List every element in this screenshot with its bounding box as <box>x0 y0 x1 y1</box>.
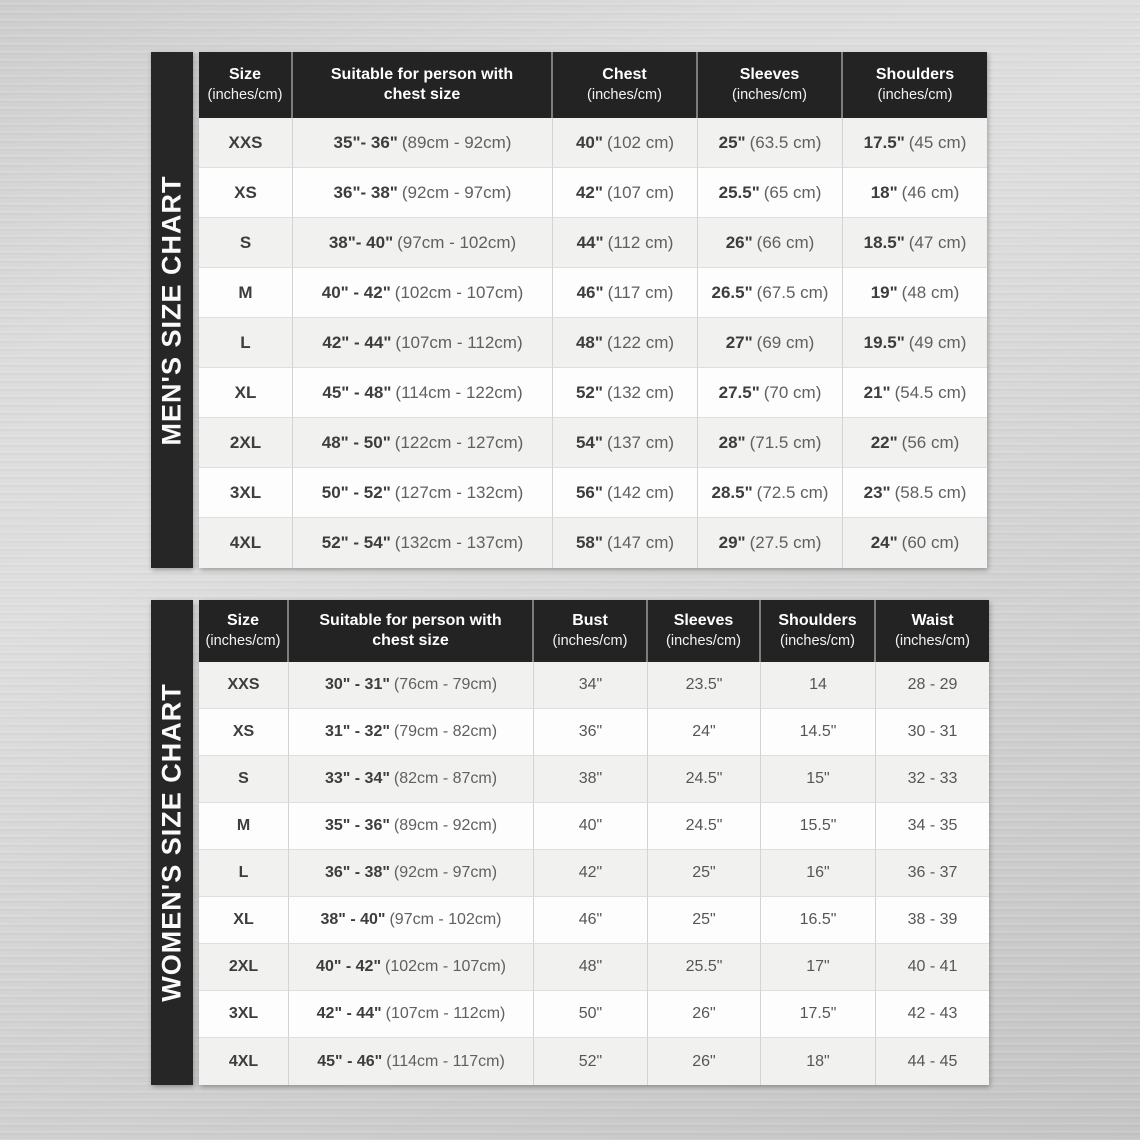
fit-cell: 38" - 40" (97cm - 102cm) <box>289 897 534 944</box>
size-cell: XL <box>199 897 289 944</box>
sleeves-cell: 27" (69 cm) <box>698 318 843 368</box>
table-row <box>199 318 987 368</box>
mens-chart-title-bar <box>151 52 193 568</box>
size-cell: S <box>199 218 293 268</box>
size-cell: XS <box>199 168 293 218</box>
table-row <box>199 803 989 850</box>
mens-header-row <box>199 52 987 118</box>
sleeves-cell: 25.5" (65 cm) <box>698 168 843 218</box>
shoulders-cell: 17.5" <box>761 991 876 1038</box>
shoulders-cell: 21" (54.5 cm) <box>843 368 987 418</box>
womens-size-table <box>199 600 989 1085</box>
table-row <box>199 518 987 568</box>
table-row <box>199 944 989 991</box>
chest-cell: 56" (142 cm) <box>553 468 698 518</box>
chest-cell: 46" (117 cm) <box>553 268 698 318</box>
size-cell: 4XL <box>199 518 293 568</box>
sleeves-cell: 29" (27.5 cm) <box>698 518 843 568</box>
table-row <box>199 418 987 468</box>
bust-cell: 36" <box>534 709 648 756</box>
size-cell: 2XL <box>199 944 289 991</box>
waist-cell: 36 - 37 <box>876 850 989 897</box>
fit-cell: 40" - 42" (102cm - 107cm) <box>289 944 534 991</box>
table-row <box>199 368 987 418</box>
mens-header-size: Size (inches/cm) <box>199 52 293 118</box>
chest-cell: 48" (122 cm) <box>553 318 698 368</box>
waist-cell: 40 - 41 <box>876 944 989 991</box>
womens-header-size: Size (inches/cm) <box>199 600 289 662</box>
table-row <box>199 218 987 268</box>
shoulders-cell: 17" <box>761 944 876 991</box>
mens-chart-title: MEN'S SIZE CHART <box>156 175 187 445</box>
sleeves-cell: 26" <box>648 1038 761 1085</box>
bust-cell: 40" <box>534 803 648 850</box>
fit-cell: 36"- 38" (92cm - 97cm) <box>293 168 553 218</box>
table-row <box>199 1038 989 1085</box>
waist-cell: 28 - 29 <box>876 662 989 709</box>
sleeves-cell: 24" <box>648 709 761 756</box>
sleeves-cell: 25" <box>648 850 761 897</box>
sleeves-cell: 24.5" <box>648 803 761 850</box>
shoulders-cell: 17.5" (45 cm) <box>843 118 987 168</box>
bust-cell: 46" <box>534 897 648 944</box>
fit-cell: 42" - 44" (107cm - 112cm) <box>289 991 534 1038</box>
shoulders-cell: 19.5" (49 cm) <box>843 318 987 368</box>
table-row <box>199 268 987 318</box>
sleeves-cell: 28" (71.5 cm) <box>698 418 843 468</box>
shoulders-cell: 15.5" <box>761 803 876 850</box>
waist-cell: 30 - 31 <box>876 709 989 756</box>
chest-cell: 54" (137 cm) <box>553 418 698 468</box>
waist-cell: 34 - 35 <box>876 803 989 850</box>
waist-cell: 42 - 43 <box>876 991 989 1038</box>
shoulders-cell: 19" (48 cm) <box>843 268 987 318</box>
chest-cell: 42" (107 cm) <box>553 168 698 218</box>
table-row <box>199 756 989 803</box>
shoulders-cell: 16" <box>761 850 876 897</box>
womens-size-chart-section <box>151 600 989 1085</box>
table-row <box>199 991 989 1038</box>
shoulders-cell: 22" (56 cm) <box>843 418 987 468</box>
chest-cell: 58" (147 cm) <box>553 518 698 568</box>
size-cell: 3XL <box>199 468 293 518</box>
fit-cell: 38"- 40" (97cm - 102cm) <box>293 218 553 268</box>
fit-cell: 35"- 36" (89cm - 92cm) <box>293 118 553 168</box>
size-cell: XXS <box>199 662 289 709</box>
shoulders-cell: 23" (58.5 cm) <box>843 468 987 518</box>
waist-cell: 38 - 39 <box>876 897 989 944</box>
size-cell: XXS <box>199 118 293 168</box>
shoulders-cell: 14.5" <box>761 709 876 756</box>
table-row <box>199 897 989 944</box>
fit-cell: 48" - 50" (122cm - 127cm) <box>293 418 553 468</box>
sleeves-cell: 26" (66 cm) <box>698 218 843 268</box>
sleeves-cell: 28.5" (72.5 cm) <box>698 468 843 518</box>
size-cell: M <box>199 268 293 318</box>
sleeves-cell: 26.5" (67.5 cm) <box>698 268 843 318</box>
fit-cell: 45" - 48" (114cm - 122cm) <box>293 368 553 418</box>
size-cell: 4XL <box>199 1038 289 1085</box>
sleeves-cell: 25.5" <box>648 944 761 991</box>
shoulders-cell: 15" <box>761 756 876 803</box>
sleeves-cell: 25" (63.5 cm) <box>698 118 843 168</box>
table-row <box>199 168 987 218</box>
mens-header-chest: Chest (inches/cm) <box>553 52 698 118</box>
size-cell: M <box>199 803 289 850</box>
fit-cell: 35" - 36" (89cm - 92cm) <box>289 803 534 850</box>
womens-header-waist: Waist (inches/cm) <box>876 600 989 662</box>
mens-header-sleeves: Sleeves (inches/cm) <box>698 52 843 118</box>
bust-cell: 52" <box>534 1038 648 1085</box>
waist-cell: 32 - 33 <box>876 756 989 803</box>
bust-cell: 42" <box>534 850 648 897</box>
bust-cell: 34" <box>534 662 648 709</box>
sleeves-cell: 23.5" <box>648 662 761 709</box>
womens-header-row <box>199 600 989 662</box>
fit-cell: 31" - 32" (79cm - 82cm) <box>289 709 534 756</box>
size-cell: XL <box>199 368 293 418</box>
fit-cell: 50" - 52" (127cm - 132cm) <box>293 468 553 518</box>
size-cell: L <box>199 318 293 368</box>
sleeves-cell: 24.5" <box>648 756 761 803</box>
shoulders-cell: 18" (46 cm) <box>843 168 987 218</box>
table-row <box>199 850 989 897</box>
mens-size-chart-section <box>151 52 987 568</box>
sleeves-cell: 26" <box>648 991 761 1038</box>
shoulders-cell: 16.5" <box>761 897 876 944</box>
fit-cell: 40" - 42" (102cm - 107cm) <box>293 268 553 318</box>
mens-header-fit: Suitable for person with chest size <box>293 52 553 118</box>
bust-cell: 50" <box>534 991 648 1038</box>
shoulders-cell: 18.5" (47 cm) <box>843 218 987 268</box>
sleeves-cell: 25" <box>648 897 761 944</box>
womens-header-sleeves: Sleeves (inches/cm) <box>648 600 761 662</box>
table-row <box>199 468 987 518</box>
womens-chart-title-bar <box>151 600 193 1085</box>
shoulders-cell: 14 <box>761 662 876 709</box>
size-cell: XS <box>199 709 289 756</box>
womens-header-fit: Suitable for person with chest size <box>289 600 534 662</box>
size-cell: 2XL <box>199 418 293 468</box>
bust-cell: 48" <box>534 944 648 991</box>
shoulders-cell: 18" <box>761 1038 876 1085</box>
womens-chart-title: WOMEN'S SIZE CHART <box>156 683 187 1002</box>
sleeves-cell: 27.5" (70 cm) <box>698 368 843 418</box>
waist-cell: 44 - 45 <box>907 1052 958 1070</box>
table-row <box>199 709 989 756</box>
fit-cell: 52" - 54" (132cm - 137cm) <box>293 518 553 568</box>
fit-cell: 42" - 44" (107cm - 112cm) <box>293 318 553 368</box>
chest-cell: 52" (132 cm) <box>553 368 698 418</box>
fit-cell: 45" - 46" (114cm - 117cm) <box>289 1038 534 1085</box>
mens-header-shoulders: Shoulders (inches/cm) <box>843 52 987 118</box>
womens-header-shoulders: Shoulders (inches/cm) <box>761 600 876 662</box>
size-cell: L <box>199 850 289 897</box>
table-row <box>199 118 987 168</box>
fit-cell: 33" - 34" (82cm - 87cm) <box>289 756 534 803</box>
bust-cell: 38" <box>534 756 648 803</box>
chest-cell: 40" (102 cm) <box>553 118 698 168</box>
mens-size-table <box>199 52 987 568</box>
table-row <box>199 662 989 709</box>
womens-header-bust: Bust (inches/cm) <box>534 600 648 662</box>
size-cell: S <box>199 756 289 803</box>
size-cell: 3XL <box>199 991 289 1038</box>
fit-cell: 30" - 31" (76cm - 79cm) <box>289 662 534 709</box>
fit-cell: 36" - 38" (92cm - 97cm) <box>289 850 534 897</box>
chest-cell: 44" (112 cm) <box>553 218 698 268</box>
shoulders-cell: 24" (60 cm) <box>870 533 960 552</box>
